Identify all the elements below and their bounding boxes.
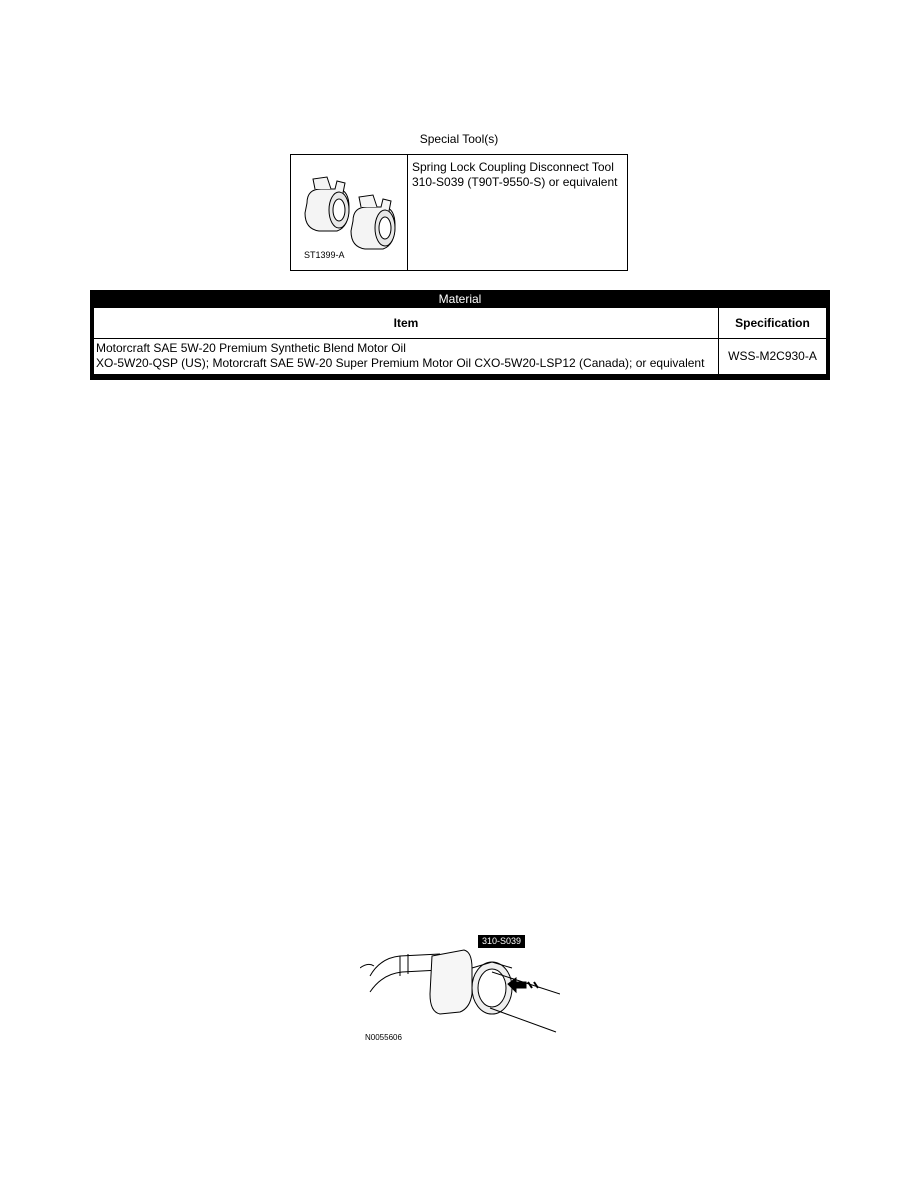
material-table xyxy=(90,290,830,380)
figure-callout-label: 310-S039 xyxy=(478,935,525,948)
item-cell xyxy=(94,339,719,374)
spring-lock-tool-illustration xyxy=(297,169,401,259)
material-table-body xyxy=(94,308,826,374)
table-row xyxy=(94,339,826,374)
material-caption: Material xyxy=(438,292,482,306)
item-column-header: Item xyxy=(94,308,719,338)
tool-name: Spring Lock Coupling Disconnect Tool xyxy=(412,160,614,174)
figure-illustration-code: N0055606 xyxy=(365,1033,402,1042)
procedure-figure xyxy=(360,928,560,1048)
special-tool-table xyxy=(290,154,628,271)
special-tools-caption: Special Tool(s) xyxy=(419,132,499,146)
tool-illustration-cell xyxy=(291,155,408,270)
tool-illustration-code: ST1399-A xyxy=(304,250,345,260)
material-header-row xyxy=(94,308,826,339)
tool-description-cell xyxy=(408,155,621,270)
specification-value: WSS-M2C930-A xyxy=(728,349,817,363)
item-line-2: XO-5W20-QSP (US); Motorcraft SAE 5W-20 Super Premium Motor Oil CXO-5W20-LSP12 (Canada); or equivalent xyxy=(96,356,705,370)
tool-number: 310-S039 (T90T-9550-S) or equivalent xyxy=(412,175,618,189)
coupling-disconnect-illustration xyxy=(360,928,560,1048)
item-line-1: Motorcraft SAE 5W-20 Premium Synthetic Blend Motor Oil xyxy=(96,341,406,355)
specification-column-header: Specification xyxy=(735,316,810,330)
specification-cell xyxy=(719,339,826,374)
